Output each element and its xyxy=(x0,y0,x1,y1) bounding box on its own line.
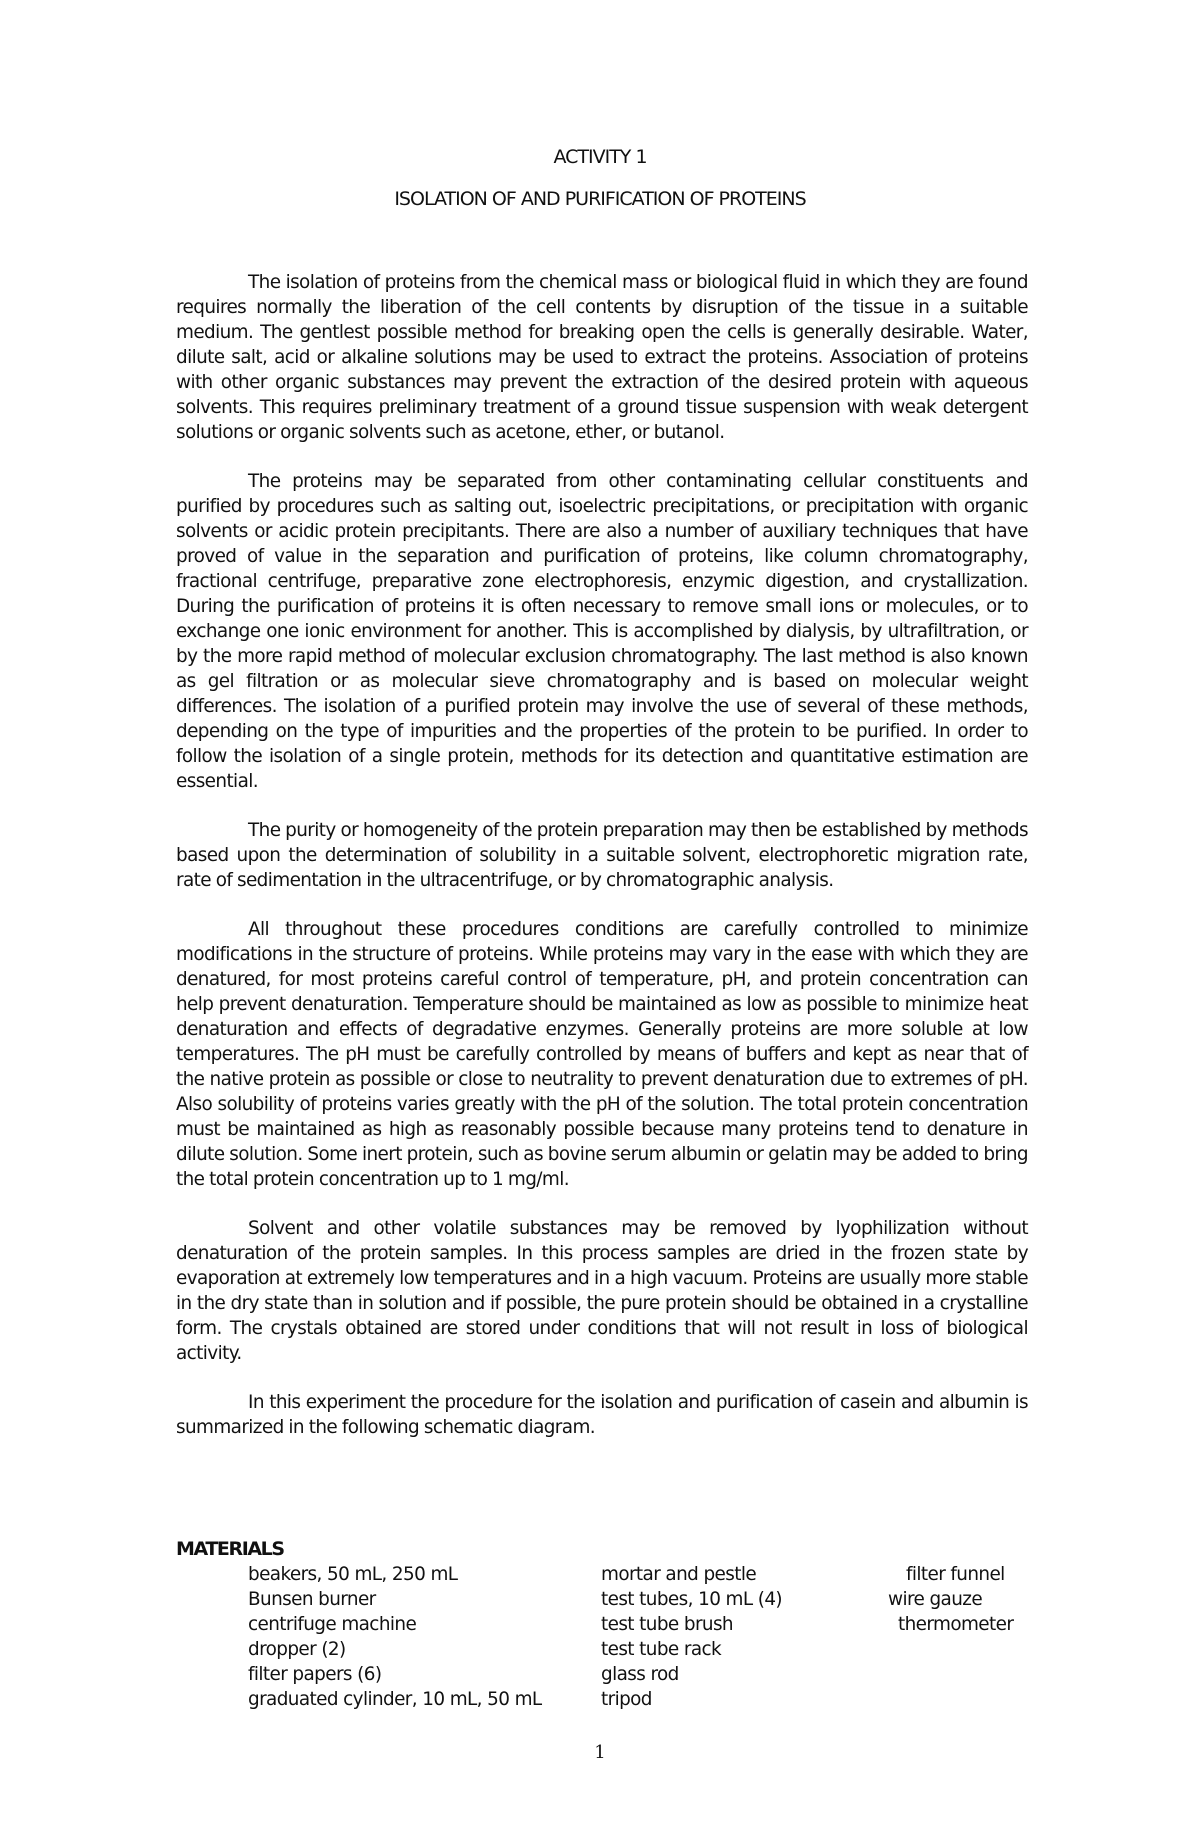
materials-column-3 xyxy=(888,1562,1013,1637)
materials-column-2 xyxy=(601,1562,782,1712)
material-item: tripod xyxy=(601,1689,652,1710)
document-body xyxy=(176,270,1028,1464)
material-item: filter papers (6) xyxy=(248,1664,382,1685)
paragraph-5: Solvent and other volatile substances may be removed by lyophilization without denaturation of the protein samples. In this process samples are dried in the frozen state by evaporation at extremely low temperatures and in a high vacuum. Proteins are usually more stable in the dry state than in solution and if possible, the pure protein should be obtained in a crystalline form. The crystals obtained are stored under conditions that will not result in loss of biological activity. xyxy=(176,1218,1028,1364)
material-item: filter funnel xyxy=(906,1564,1005,1585)
material-item: centrifuge machine xyxy=(248,1614,417,1635)
material-item: dropper (2) xyxy=(248,1639,346,1660)
material-item: test tube rack xyxy=(601,1639,722,1660)
material-item: beakers, 50 mL, 250 mL xyxy=(248,1564,458,1585)
paragraph-4: All throughout these procedures conditions are carefully controlled to minimize modifications in the structure of proteins. While proteins may vary in the ease with which they are denatured, for most proteins careful control of temperature, pH, and protein concentration can help prevent denaturation. Temperature should be maintained as low as possible to minimize heat denaturation and effects of degradative enzymes. Generally proteins are more soluble at low temperatures. The pH must be carefully controlled by means of buffers and kept as near that of the native protein as possible or close to neutrality to prevent denaturation due to extremes of pH. Also solubility of proteins varies greatly with the pH of the solution. The total protein concentration must be maintained as high as reasonably possible because many proteins tend to denature in dilute solution. Some inert protein, such as bovine serum albumin or gelatin may be added to bring the total protein concentration up to 1 mg/ml. xyxy=(176,919,1028,1190)
activity-subtitle: ISOLATION OF AND PURIFICATION OF PROTEINS xyxy=(394,188,806,210)
activity-title: ACTIVITY 1 xyxy=(553,146,647,168)
materials-heading: MATERIALS xyxy=(176,1538,284,1560)
paragraph-2: The proteins may be separated from other contaminating cellular constituents and purified by procedures such as salting out, isoelectric precipitations, or precipitation with organic solvents or acidic protein precipitants. There are also a number of auxiliary techniques that have proved of value in the separation and purification of proteins, like column chromatography, fractional centrifuge, preparative zone electrophoresis, enzymic digestion, and crystallization. During the purification of proteins it is often necessary to remove small ions or molecules, or to exchange one ionic environment for another. This is accomplished by dialysis, by ultrafiltration, or by the more rapid method of molecular exclusion chromatography. The last method is also known as gel filtration or as molecular sieve chromatography and is based on molecular weight differences. The isolation of a purified protein may involve the use of several of these methods, depending on the type of impurities and the properties of the protein to be purified. In order to follow the isolation of a single protein, methods for its detection and quantitative estimation are essential. xyxy=(176,471,1028,792)
material-item: glass rod xyxy=(601,1664,679,1685)
materials-column-1 xyxy=(248,1562,542,1712)
material-item: Bunsen burner xyxy=(248,1589,376,1610)
paragraph-6: In this experiment the procedure for the isolation and purification of casein and albumin is summarized in the following schematic diagram. xyxy=(176,1392,1028,1438)
material-item: wire gauze xyxy=(888,1589,983,1610)
page-number: 1 xyxy=(594,1742,606,1763)
material-item: test tubes, 10 mL (4) xyxy=(601,1589,782,1610)
material-item: test tube brush xyxy=(601,1614,733,1635)
paragraph-3: The purity or homogeneity of the protein preparation may then be established by methods based upon the determination of solubility in a suitable solvent, electrophoretic migration rate, rate of sedimentation in the ultracentrifuge, or by chromatographic analysis. xyxy=(176,820,1028,891)
material-item: thermometer xyxy=(898,1614,1014,1635)
material-item: mortar and pestle xyxy=(601,1564,757,1585)
material-item: graduated cylinder, 10 mL, 50 mL xyxy=(248,1689,542,1710)
paragraph-1: The isolation of proteins from the chemical mass or biological fluid in which they are found requires normally the liberation of the cell contents by disruption of the tissue in a suitable medium. The gentlest possible method for breaking open the cells is generally desirable. Water, dilute salt, acid or alkaline solutions may be used to extract the proteins. Association of proteins with other organic substances may prevent the extraction of the desired protein with aqueous solvents. This requires preliminary treatment of a ground tissue suspension with weak detergent solutions or organic solvents such as acetone, ether, or butanol. xyxy=(176,272,1028,443)
